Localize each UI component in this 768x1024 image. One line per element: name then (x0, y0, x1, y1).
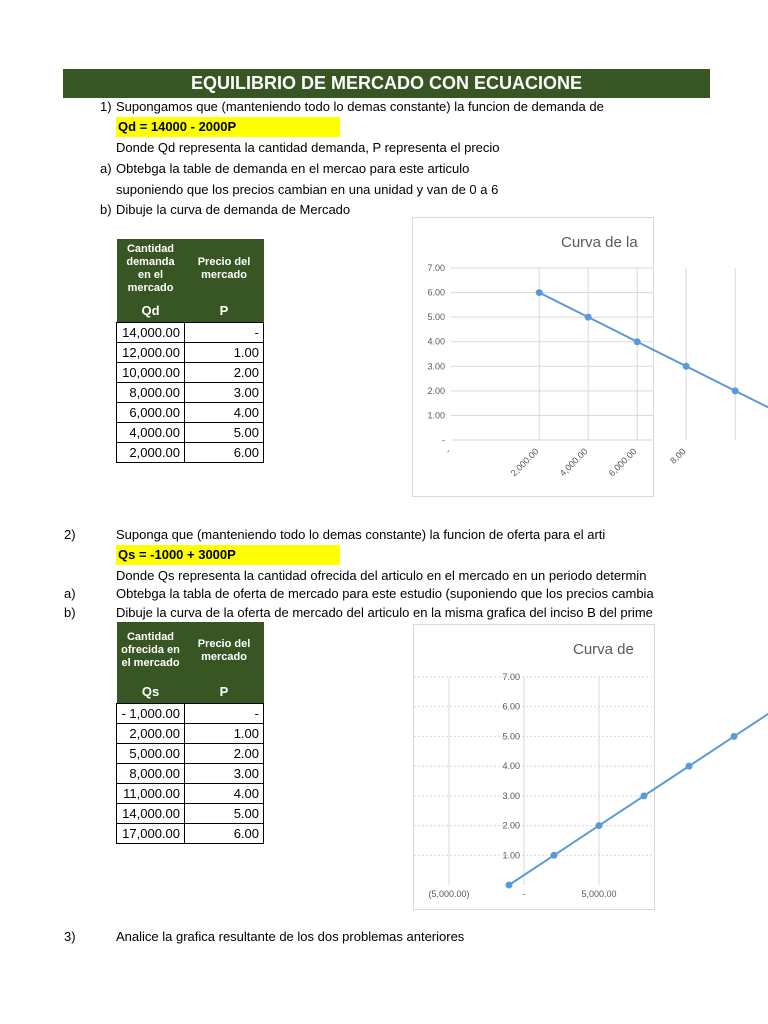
problem-1a-text-2: suponiendo que los precios cambian en una unidad y van de 0 a 6 (116, 182, 499, 197)
supply-row (117, 764, 264, 784)
supply-quantity-cell: 5,000.00 (117, 744, 185, 764)
problem-1a-text: Obtebga la table de demanda en el mercao para este articulo (116, 161, 470, 176)
supply-row (117, 744, 264, 764)
demand-quantity-cell: 8,000.00 (117, 383, 185, 403)
demand-qd-subheader: Qd (117, 298, 185, 323)
demand-price-cell: - (185, 323, 264, 343)
y-tick-label: 1.00 (502, 850, 520, 861)
supply-price-cell: 5.00 (185, 804, 264, 824)
supply-quantity-cell: 2,000.00 (117, 724, 185, 744)
demand-quantity-cell: 10,000.00 (117, 363, 185, 383)
problem-2b-label: b) (64, 605, 76, 620)
supply-price-cell: 1.00 (185, 724, 264, 744)
y-tick-label: 4.00 (502, 761, 520, 772)
supply-data-point (731, 733, 738, 740)
problem-1a-label: a) (100, 161, 112, 176)
demand-chart (412, 217, 688, 497)
demand-qty-header: Cantidad demanda en el mercado (117, 239, 185, 298)
supply-p-subheader: P (185, 679, 264, 704)
demand-row (117, 343, 264, 363)
supply-data-point (686, 763, 693, 770)
supply-data-point (506, 882, 513, 889)
y-tick-label: 1.00 (427, 410, 445, 421)
supply-data-point (596, 822, 603, 829)
supply-qty-header: Cantidad ofrecida en el mercado (117, 622, 185, 679)
supply-quantity-cell: 14,000.00 (117, 804, 185, 824)
supply-price-header: Precio del mercado (185, 622, 264, 679)
supply-row (117, 724, 264, 744)
chart-title: Curva de (573, 641, 634, 658)
supply-chart (413, 624, 655, 910)
y-tick-label: 5.00 (427, 312, 445, 323)
y-tick-label: 2.00 (502, 820, 520, 831)
supply-qs-subheader: Qs (117, 679, 185, 704)
demand-row (117, 443, 264, 463)
y-tick-label: - (442, 435, 445, 445)
supply-price-cell: 6.00 (185, 824, 264, 844)
demand-table (116, 239, 264, 463)
demand-row (117, 423, 264, 443)
demand-equation: Qd = 14000 - 2000P (116, 117, 340, 137)
supply-description: Donde Qs representa la cantidad ofrecida del articulo en el mercado en un periodo determin (116, 568, 647, 583)
y-tick-label: 6.00 (502, 701, 520, 712)
supply-quantity-cell: 8,000.00 (117, 764, 185, 784)
demand-price-cell: 3.00 (185, 383, 264, 403)
problem-3-number: 3) (64, 929, 76, 944)
demand-price-cell: 4.00 (185, 403, 264, 423)
demand-quantity-cell: 2,000.00 (117, 443, 185, 463)
demand-data-point (536, 289, 543, 296)
demand-data-point (634, 338, 641, 345)
demand-row (117, 323, 264, 343)
problem-2a-text: Obtebga la tabla de oferta de mercado para este estudio (suponiendo que los precios cambia (116, 586, 654, 601)
problem-2-statement: Suponga que (manteniendo todo lo demas constante) la funcion de oferta para el arti (116, 527, 606, 542)
demand-data-point (732, 387, 739, 394)
problem-1-statement: Supongamos que (manteniendo todo lo demas constante) la funcion de demanda de (116, 99, 604, 114)
demand-quantity-cell: 4,000.00 (117, 423, 185, 443)
supply-table (116, 622, 264, 844)
supply-data-point (551, 852, 558, 859)
y-tick-label: 3.00 (427, 361, 445, 372)
x-tick-label: 6,000.00 (606, 446, 639, 479)
demand-data-point (585, 314, 592, 321)
problem-2-number: 2) (64, 527, 76, 542)
supply-row (117, 804, 264, 824)
y-tick-label: 7.00 (502, 672, 520, 682)
problem-2b-text: Dibuje la curva de la oferta de mercado del articulo en la misma grafica del inciso B del prime (116, 605, 653, 620)
supply-price-cell: 2.00 (185, 744, 264, 764)
supply-data-point (641, 792, 648, 799)
demand-price-cell: 1.00 (185, 343, 264, 363)
problem-2a-label: a) (64, 586, 76, 601)
demand-price-cell: 6.00 (185, 443, 264, 463)
demand-price-cell: 5.00 (185, 423, 264, 443)
problem-3-text: Analice la grafica resultante de los dos problemas anteriores (116, 929, 465, 944)
supply-equation: Qs = -1000 + 3000P (116, 545, 340, 565)
demand-quantity-cell: 14,000.00 (117, 323, 185, 343)
demand-row (117, 363, 264, 383)
demand-price-header: Precio del mercado (185, 239, 264, 298)
x-tick-label: 5,000.00 (581, 889, 617, 899)
demand-quantity-cell: 6,000.00 (117, 403, 185, 423)
supply-row (117, 704, 264, 724)
problem-1b-text: Dibuje la curva de demanda de Mercado (116, 202, 351, 217)
supply-price-cell: - (185, 704, 264, 724)
supply-price-cell: 3.00 (185, 764, 264, 784)
supply-price-cell: 4.00 (185, 784, 264, 804)
x-tick-label: - (522, 889, 526, 899)
y-tick-label: 2.00 (427, 385, 445, 396)
supply-row (117, 784, 264, 804)
y-tick-label: 7.00 (427, 263, 445, 273)
y-tick-label: 6.00 (427, 287, 445, 298)
x-tick-label: 2,000.00 (508, 446, 541, 479)
x-tick-label: - (443, 446, 453, 456)
demand-data-point (683, 363, 690, 370)
problem-1-number: 1) (100, 99, 112, 114)
problem-1b-label: b) (100, 202, 112, 217)
demand-p-subheader: P (185, 298, 264, 323)
demand-price-cell: 2.00 (185, 363, 264, 383)
supply-quantity-cell: 17,000.00 (117, 824, 185, 844)
demand-row (117, 403, 264, 423)
demand-description: Donde Qd representa la cantidad demanda, P representa el precio (116, 140, 500, 155)
x-tick-label: 4,000.00 (557, 446, 590, 479)
y-tick-label: 5.00 (502, 731, 520, 742)
demand-quantity-cell: 12,000.00 (117, 343, 185, 363)
page-title: EQUILIBRIO DE MERCADO CON ECUACIONE (63, 69, 710, 98)
x-tick-label: (5,000.00) (428, 889, 470, 899)
y-tick-label: 3.00 (502, 790, 520, 801)
chart-title: Curva de la (561, 234, 638, 251)
supply-quantity-cell: 11,000.00 (117, 784, 185, 804)
supply-quantity-cell: - 1,000.00 (117, 704, 185, 724)
x-tick-label: 8,00 (668, 446, 688, 466)
supply-row (117, 824, 264, 844)
y-tick-label: 4.00 (427, 336, 445, 347)
demand-row (117, 383, 264, 403)
